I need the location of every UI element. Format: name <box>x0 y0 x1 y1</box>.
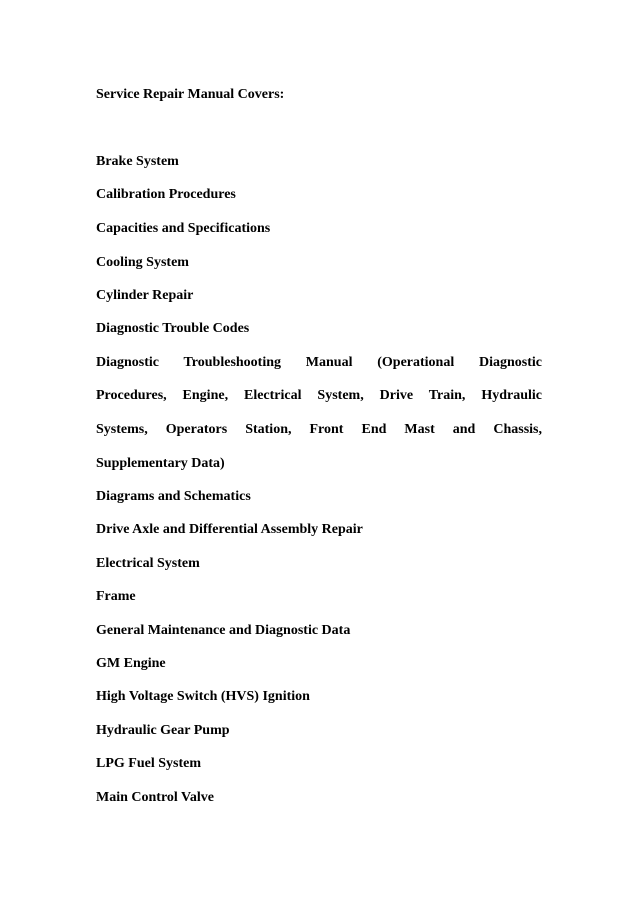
list-item: Capacities and Specifications <box>96 221 271 236</box>
list-item-multiline-line-1: Diagnostic Troubleshooting Manual (Operational Diagnostic <box>96 355 542 370</box>
list-item: Cylinder Repair <box>96 288 194 303</box>
list-item: Drive Axle and Differential Assembly Repair <box>96 522 363 537</box>
document-heading: Service Repair Manual Covers: <box>96 87 285 102</box>
list-item-multiline-line-4: Supplementary Data) <box>96 456 225 471</box>
list-item: High Voltage Switch (HVS) Ignition <box>96 689 310 704</box>
list-item: Diagrams and Schematics <box>96 489 251 504</box>
list-item: General Maintenance and Diagnostic Data <box>96 623 351 638</box>
list-item: Brake System <box>96 154 179 169</box>
list-item-multiline-line-2: Procedures, Engine, Electrical System, Drive Train, Hydraulic <box>96 388 542 403</box>
list-item: Frame <box>96 589 136 604</box>
list-item: Cooling System <box>96 255 189 270</box>
list-item: Calibration Procedures <box>96 187 236 202</box>
list-item: Electrical System <box>96 556 200 571</box>
list-item: Diagnostic Trouble Codes <box>96 321 250 336</box>
list-item: Main Control Valve <box>96 790 214 805</box>
list-item: LPG Fuel System <box>96 756 201 771</box>
list-item: Hydraulic Gear Pump <box>96 723 230 738</box>
list-item-multiline-line-3: Systems, Operators Station, Front End Mast and Chassis, <box>96 422 542 437</box>
list-item: GM Engine <box>96 656 166 671</box>
